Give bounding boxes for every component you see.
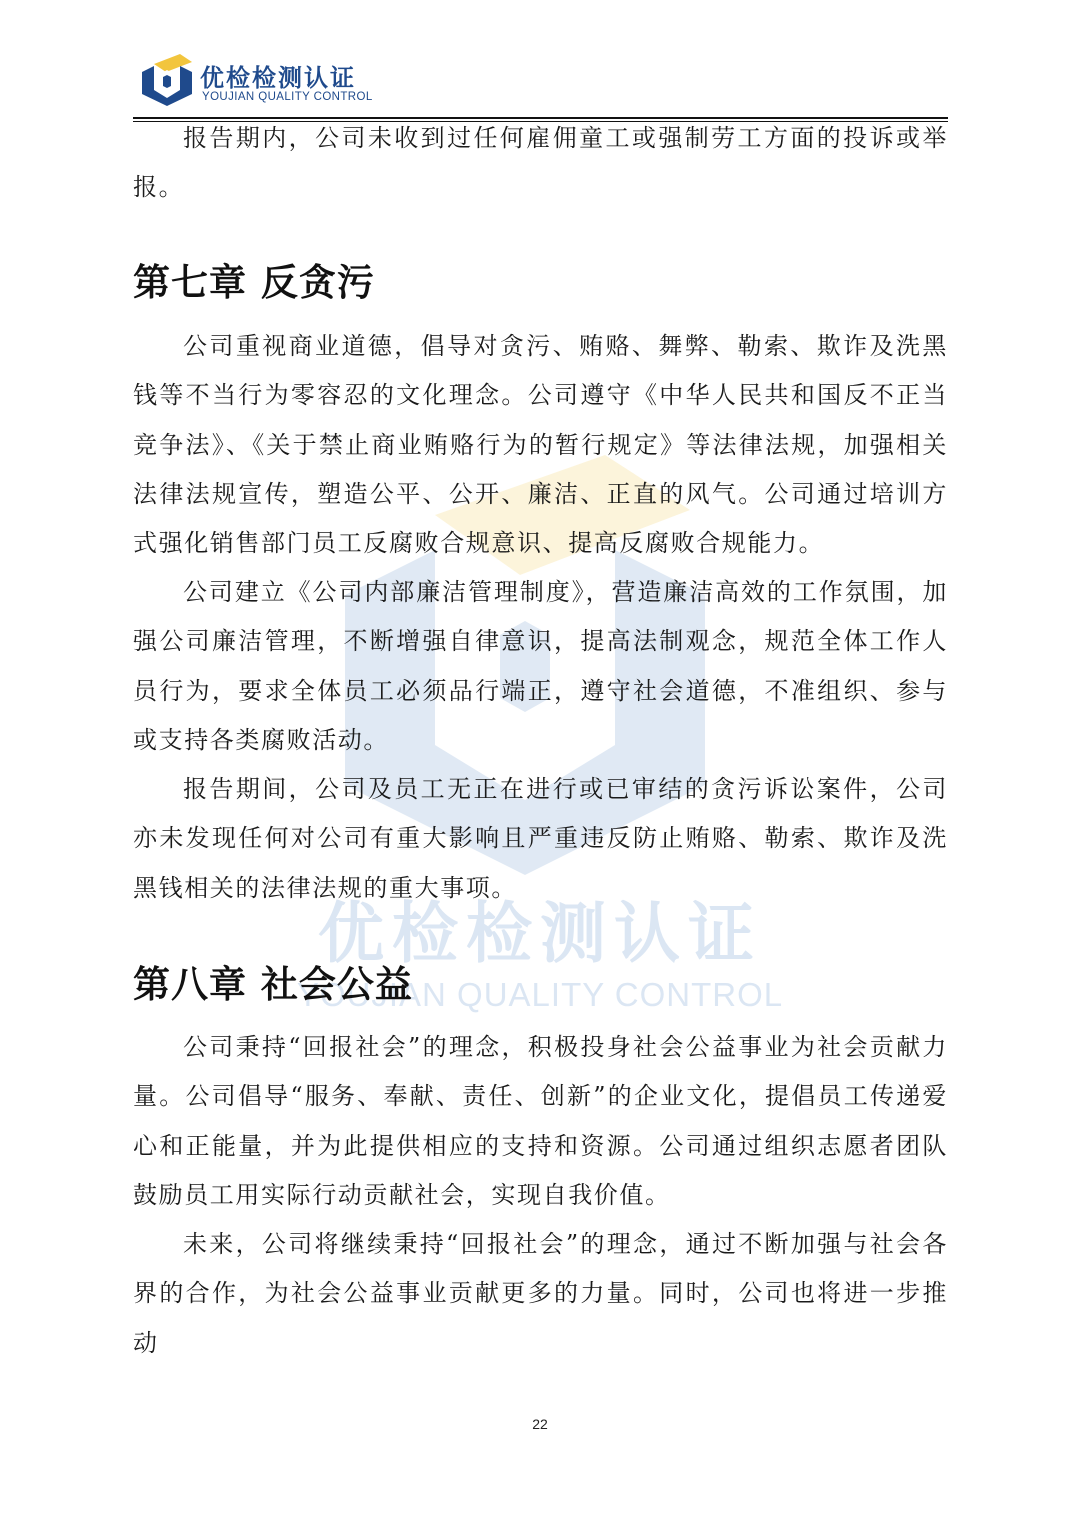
brand-name-cn: 优检检测认证 [200, 64, 356, 92]
chapter-8-paragraph-1: 公司秉持“回报社会”的理念，积极投身社会公益事业为社会贡献力量。公司倡导“服务、奉献、责任、创新”的企业文化，提倡员工传递爱心和正能量，并为此提供相应的支持和资源。公司通过组织志愿者团队鼓励员工用实际行动贡献社会，实现自我价值。 [133, 1033, 948, 1209]
paragraph-top: 报告期内，公司未收到过任何雇佣童工或强制劳工方面的投诉或举报。 [133, 124, 948, 202]
watermark-text-cn: 优检检测认证 [318, 895, 762, 972]
chapter-7-title: 第七章 反贪污 [133, 261, 375, 304]
chapter-7-paragraph-1: 公司重视商业道德，倡导对贪污、贿赂、舞弊、勒索、欺诈及洗黑钱等不当行为零容忍的文化理念。公司遵守《中华人民共和国反不正当竞争法》、《关于禁止商业贿赂行为的暂行规定》等法律法规，加强相关法律法规宣传，塑造公平、公开、廉洁、正直的风气。公司通过培训方式强化销售部门员工反腐败合规意识、提高反腐败合规能力。 [133, 332, 948, 558]
brand-name-en: YOUJIAN QUALITY CONTROL [202, 91, 373, 103]
company-logo-icon [140, 52, 194, 106]
page-number: 22 [532, 1416, 548, 1432]
chapter-8-title: 第八章 社会公益 [133, 963, 413, 1006]
chapter-7-paragraph-3: 报告期间，公司及员工无正在进行或已审结的贪污诉讼案件，公司亦未发现任何对公司有重大影响且严重违反防止贿赂、勒索、欺诈及洗黑钱相关的法律法规的重大事项。 [133, 775, 948, 902]
watermark-text-en: YOUJIAN QUALITY CONTROL [296, 976, 784, 1013]
chapter-7-paragraph-2: 公司建立《公司内部廉洁管理制度》，营造廉洁高效的工作氛围，加强公司廉洁管理，不断增强自律意识，提高法制观念，规范全体工作人员行为，要求全体员工必须品行端正，遵守社会道德，不准组织、参与或支持各类腐败活动。 [133, 578, 948, 754]
chapter-8-paragraph-2: 未来，公司将继续秉持“回报社会”的理念，通过不断加强与社会各界的合作，为社会公益事业贡献更多的力量。同时，公司也将进一步推动 [133, 1230, 948, 1357]
